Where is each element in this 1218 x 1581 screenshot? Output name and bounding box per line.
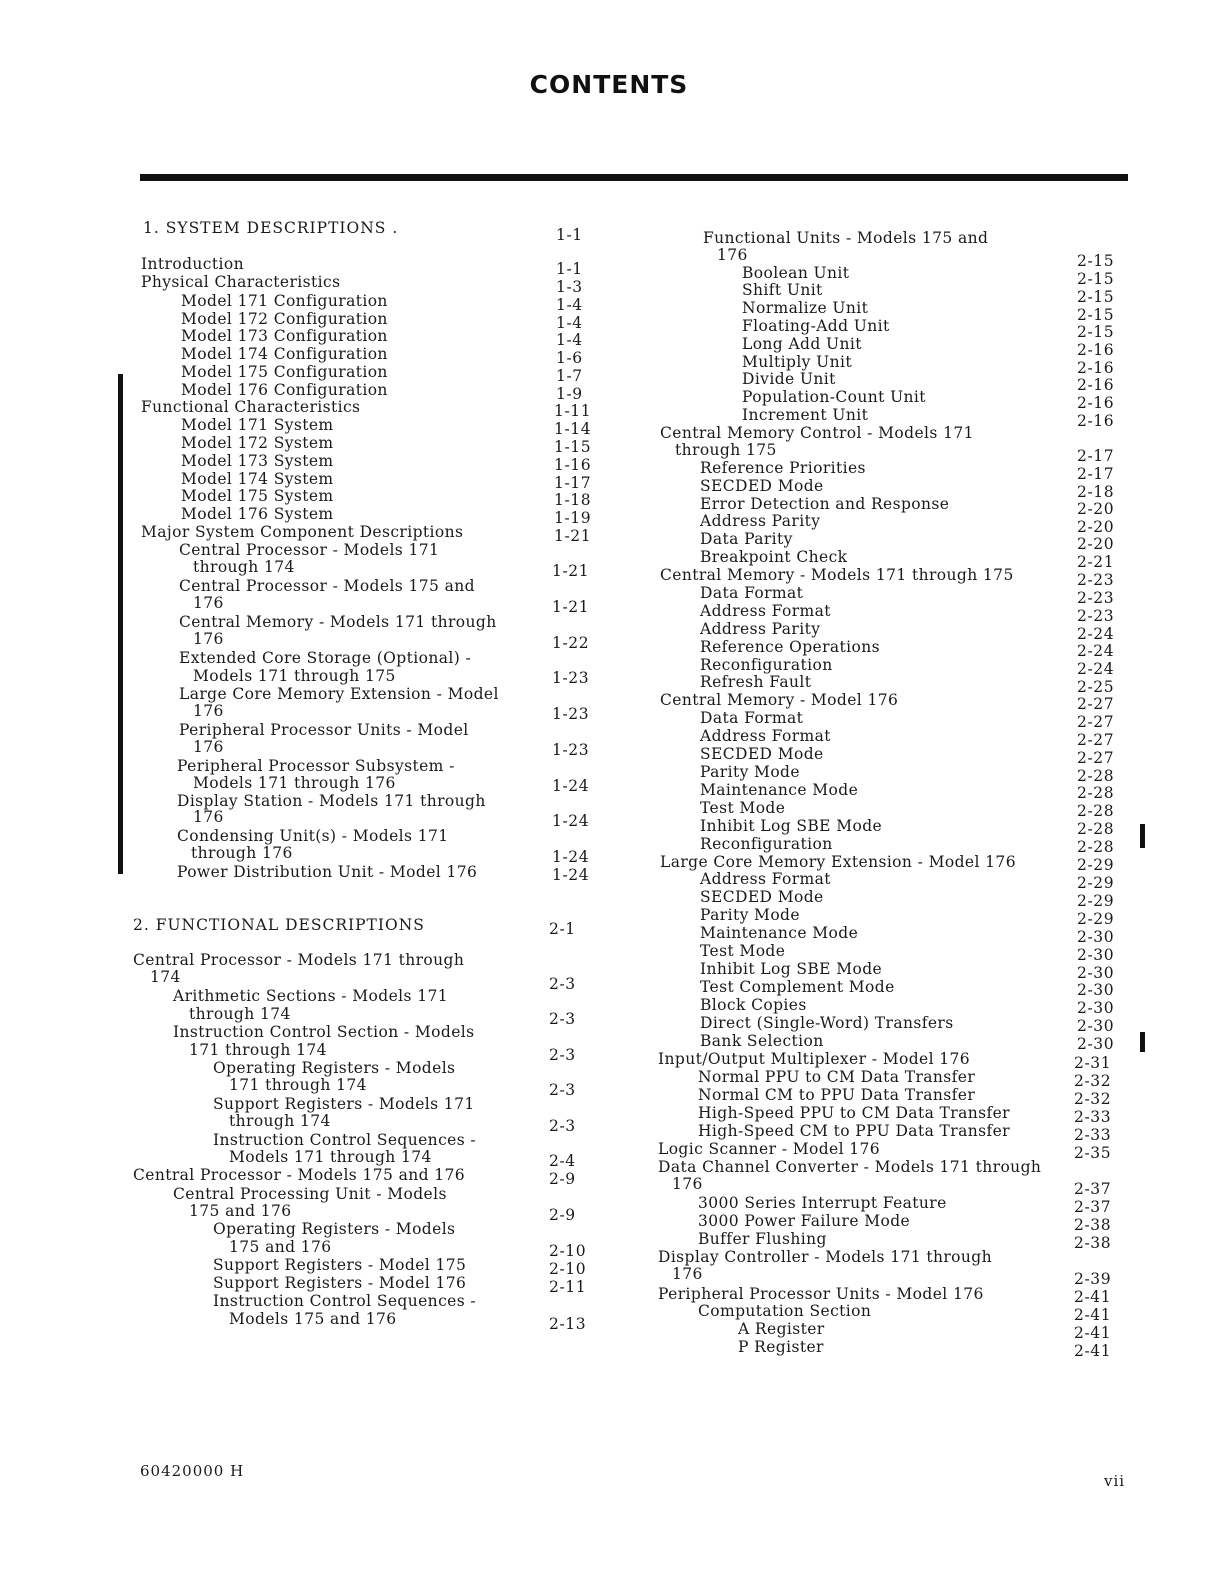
toc-page-number: 2-11 (549, 1278, 587, 1296)
change-bar-left (118, 374, 123, 874)
toc-entry-title: Test Complement Mode (700, 978, 895, 996)
toc-page-number: 2-23 (1077, 607, 1115, 625)
toc-page-number: 1-21 (554, 527, 592, 545)
toc-page-number: 2-29 (1077, 874, 1115, 892)
toc-entry-title: Extended Core Storage (Optional) - (179, 649, 472, 667)
toc-page-number: 2-15 (1077, 306, 1115, 324)
toc-entry-title-continuation: 176 (193, 738, 224, 756)
toc-entry-title: Operating Registers - Models (213, 1220, 456, 1238)
toc-entry-title: Support Registers - Model 175 (213, 1256, 467, 1274)
toc-entry-title: Reconfiguration (700, 835, 833, 853)
toc-entry-title-continuation: 176 (672, 1175, 703, 1193)
toc-entry-title: Parity Mode (700, 906, 800, 924)
toc-entry-title: Major System Component Descriptions (141, 523, 464, 541)
toc-entry-title: Introduction (141, 255, 244, 273)
toc-page-number: 1-4 (556, 314, 583, 332)
toc-entry-title: Model 174 Configuration (181, 345, 388, 363)
toc-entry-title-continuation: 176 (193, 702, 224, 720)
toc-page-number: 2-3 (549, 1010, 576, 1028)
toc-entry-title: Operating Registers - Models (213, 1059, 456, 1077)
toc-entry-title: 3000 Power Failure Mode (698, 1212, 911, 1230)
toc-page-number: 2-27 (1077, 695, 1115, 713)
toc-entry-title: Maintenance Mode (700, 781, 859, 799)
toc-entry-title-continuation: Models 171 through 175 (193, 667, 396, 685)
toc-entry-title: Input/Output Multiplexer - Model 176 (658, 1050, 971, 1068)
toc-entry-title: Central Memory Control - Models 171 (660, 424, 974, 442)
toc-entry-title: 2. FUNCTIONAL DESCRIPTIONS (133, 916, 425, 934)
toc-page-number: 2-24 (1077, 660, 1115, 678)
toc-entry-title-continuation: Models 171 through 174 (229, 1148, 432, 1166)
page-title: CONTENTS (529, 70, 689, 99)
toc-entry-title: Central Memory - Model 176 (660, 691, 899, 709)
toc-entry-title: High-Speed CM to PPU Data Transfer (698, 1122, 1010, 1140)
toc-page-number: 1-9 (556, 385, 583, 403)
toc-page-number: 2-20 (1077, 535, 1115, 553)
toc-page-number: 2-24 (1077, 625, 1115, 643)
toc-page-number: 1-16 (554, 456, 592, 474)
toc-entry-title: Model 176 Configuration (181, 381, 388, 399)
toc-page-number: 2-23 (1077, 571, 1115, 589)
toc-page-number: 2-17 (1077, 447, 1115, 465)
toc-entry-title: Test Mode (700, 799, 786, 817)
toc-entry-title: Address Format (700, 870, 831, 888)
toc-page-number: 2-15 (1077, 270, 1115, 288)
toc-page-number: 2-16 (1077, 341, 1115, 359)
toc-page-number: 2-30 (1077, 928, 1115, 946)
toc-page-number: 2-30 (1077, 1017, 1115, 1035)
toc-page-number: 1-23 (552, 669, 590, 687)
toc-entry-title: Condensing Unit(s) - Models 171 (177, 827, 449, 845)
toc-entry-title: Reference Operations (700, 638, 881, 656)
toc-page-number: 2-30 (1077, 1035, 1115, 1053)
toc-page-number: 1-24 (552, 777, 590, 795)
toc-page-number: 1-7 (556, 367, 583, 385)
toc-page-number: 1-3 (556, 278, 583, 296)
toc-entry-title: Central Processor - Models 175 and (179, 577, 475, 595)
toc-page-number: 2-3 (549, 1081, 576, 1099)
toc-page-number: 2-23 (1077, 589, 1115, 607)
toc-page-number: 2-16 (1077, 412, 1115, 430)
toc-entry-title-continuation: 175 and 176 (229, 1238, 332, 1256)
toc-page-number: 2-35 (1074, 1144, 1112, 1162)
toc-page-number: 2-30 (1077, 981, 1115, 999)
toc-entry-title: Normal PPU to CM Data Transfer (698, 1068, 976, 1086)
toc-entry-title: SECDED Mode (700, 477, 824, 495)
toc-entry-title: Breakpoint Check (700, 548, 848, 566)
toc-entry-title: Physical Characteristics (141, 273, 341, 291)
toc-page-number: 1-19 (554, 509, 592, 527)
toc-entry-title: Model 172 Configuration (181, 310, 388, 328)
toc-entry-title: Inhibit Log SBE Mode (700, 817, 883, 835)
toc-entry-title-continuation: 176 (672, 1265, 703, 1283)
toc-page-number: 2-37 (1074, 1198, 1112, 1216)
toc-page-number: 2-13 (549, 1315, 587, 1333)
toc-entry-title: Model 175 System (181, 487, 334, 505)
toc-entry-title: Multiply Unit (742, 353, 852, 371)
toc-entry-title: Central Memory - Models 171 through (179, 613, 497, 631)
toc-entry-title: Model 176 System (181, 505, 334, 523)
toc-entry-title: Computation Section (698, 1302, 872, 1320)
toc-entry-title: Support Registers - Model 176 (213, 1274, 467, 1292)
toc-entry-title: Functional Characteristics (141, 398, 361, 416)
toc-page-number: 2-41 (1074, 1342, 1112, 1360)
toc-entry-title: 1. SYSTEM DESCRIPTIONS . (143, 219, 399, 237)
toc-page-number: 2-41 (1074, 1324, 1112, 1342)
toc-page-number: 1-23 (552, 705, 590, 723)
toc-entry-title-continuation: 174 (150, 968, 181, 986)
toc-entry-title: Long Add Unit (742, 335, 862, 353)
toc-page-number: 2-39 (1074, 1270, 1112, 1288)
toc-entry-title: Normal CM to PPU Data Transfer (698, 1086, 976, 1104)
toc-page-number: 1-15 (554, 438, 592, 456)
change-bar-right-2 (1140, 1032, 1145, 1052)
toc-page-number: 1-6 (556, 349, 583, 367)
toc-page-number: 2-29 (1077, 856, 1115, 874)
toc-entry-title: Instruction Control Sequences - (213, 1131, 477, 1149)
toc-page-number: 1-24 (552, 812, 590, 830)
toc-entry-title-continuation: 171 through 174 (189, 1041, 327, 1059)
toc-page-number: 2-30 (1077, 946, 1115, 964)
toc-entry-title: High-Speed PPU to CM Data Transfer (698, 1104, 1010, 1122)
toc-page-number: 2-21 (1077, 553, 1115, 571)
toc-entry-title: Reference Priorities (700, 459, 866, 477)
toc-entry-title: Model 171 Configuration (181, 292, 388, 310)
toc-page-number: 2-15 (1077, 323, 1115, 341)
header-rule (140, 174, 1128, 181)
toc-page-number: 1-1 (556, 226, 583, 244)
toc-page-number: 1-21 (552, 562, 590, 580)
page-number: vii (1104, 1472, 1126, 1490)
toc-entry-title: Address Parity (700, 512, 821, 530)
toc-entry-title: Central Memory - Models 171 through 175 (660, 566, 1014, 584)
toc-entry-title: 3000 Series Interrupt Feature (698, 1194, 947, 1212)
toc-page-number: 1-24 (552, 866, 590, 884)
toc-page-number: 1-17 (554, 474, 592, 492)
toc-page-number: 2-9 (549, 1170, 576, 1188)
toc-page-number: 2-28 (1077, 767, 1115, 785)
toc-page-number: 2-27 (1077, 713, 1115, 731)
toc-page-number: 2-16 (1077, 376, 1115, 394)
toc-page-number: 1-22 (552, 634, 590, 652)
toc-entry-title: Arithmetic Sections - Models 171 (173, 987, 448, 1005)
document-number: 60420000 H (140, 1462, 245, 1480)
toc-entry-title: Logic Scanner - Model 176 (658, 1140, 881, 1158)
toc-entry-title: SECDED Mode (700, 888, 824, 906)
toc-page-number: 1-1 (556, 260, 583, 278)
toc-entry-title: Large Core Memory Extension - Model 176 (660, 853, 1016, 871)
toc-entry-title: SECDED Mode (700, 745, 824, 763)
toc-page-number: 2-9 (549, 1206, 576, 1224)
toc-page-number: 1-23 (552, 741, 590, 759)
toc-entry-title-continuation: 176 (193, 808, 224, 826)
toc-page-number: 2-3 (549, 1046, 576, 1064)
toc-entry-title: P Register (738, 1338, 824, 1356)
toc-page-number: 1-11 (554, 402, 592, 420)
toc-entry-title: Central Processor - Models 171 (179, 541, 440, 559)
toc-page-number: 2-28 (1077, 802, 1115, 820)
toc-entry-title-continuation: 176 (193, 630, 224, 648)
toc-page-number: 2-27 (1077, 749, 1115, 767)
toc-entry-title: Data Channel Converter - Models 171 through (658, 1158, 1042, 1176)
toc-page-number: 2-29 (1077, 892, 1115, 910)
toc-page-number: 2-10 (549, 1260, 587, 1278)
toc-page-number: 2-30 (1077, 999, 1115, 1017)
toc-page-number: 2-10 (549, 1242, 587, 1260)
toc-page-number: 2-4 (549, 1152, 576, 1170)
toc-entry-title-continuation: through 174 (189, 1005, 291, 1023)
toc-entry-title-continuation: 171 through 174 (229, 1076, 367, 1094)
toc-page-number: 2-33 (1074, 1108, 1112, 1126)
toc-entry-title: Maintenance Mode (700, 924, 859, 942)
toc-entry-title: Data Parity (700, 530, 793, 548)
toc-entry-title: Test Mode (700, 942, 786, 960)
toc-entry-title: Block Copies (700, 996, 807, 1014)
toc-entry-title-continuation: 176 (193, 594, 224, 612)
toc-page-number: 2-38 (1074, 1234, 1112, 1252)
toc-page-number: 2-41 (1074, 1306, 1112, 1324)
toc-page-number: 2-33 (1074, 1126, 1112, 1144)
toc-entry-title: Instruction Control Section - Models (173, 1023, 475, 1041)
toc-page-number: 2-20 (1077, 500, 1115, 518)
toc-page-number: 2-20 (1077, 518, 1115, 536)
toc-entry-title-continuation: 176 (717, 246, 748, 264)
toc-entry-title: Inhibit Log SBE Mode (700, 960, 883, 978)
toc-page-number: 2-28 (1077, 838, 1115, 856)
toc-entry-title: Error Detection and Response (700, 495, 950, 513)
toc-entry-title: Peripheral Processor Units - Model (179, 721, 469, 739)
toc-page-number: 1-4 (556, 296, 583, 314)
toc-entry-title-continuation: Models 171 through 176 (193, 774, 396, 792)
toc-entry-title: Peripheral Processor Subsystem - (177, 757, 455, 775)
toc-entry-title: Functional Units - Models 175 and (703, 229, 989, 247)
toc-page-number: 2-24 (1077, 642, 1115, 660)
toc-page-number: 2-3 (549, 1117, 576, 1135)
toc-entry-title-continuation: through 175 (675, 441, 777, 459)
toc-entry-title: Central Processor - Models 175 and 176 (133, 1166, 466, 1184)
toc-entry-title: Support Registers - Models 171 (213, 1095, 475, 1113)
toc-entry-title: Floating-Add Unit (742, 317, 890, 335)
toc-page-number: 2-32 (1074, 1072, 1112, 1090)
toc-entry-title: Model 173 System (181, 452, 334, 470)
toc-entry-title: Increment Unit (742, 406, 869, 424)
toc-entry-title: Boolean Unit (742, 264, 850, 282)
toc-entry-title: Refresh Fault (700, 673, 812, 691)
toc-entry-title-continuation: through 174 (229, 1112, 331, 1130)
toc-entry-title: Peripheral Processor Units - Model 176 (658, 1285, 984, 1303)
toc-page-number: 2-27 (1077, 731, 1115, 749)
toc-entry-title: Model 172 System (181, 434, 334, 452)
toc-entry-title: Large Core Memory Extension - Model (179, 685, 499, 703)
toc-entry-title: Address Format (700, 602, 831, 620)
toc-page-number: 2-28 (1077, 784, 1115, 802)
toc-entry-title: Normalize Unit (742, 299, 869, 317)
change-bar-right-1 (1140, 824, 1145, 848)
toc-entry-title: Divide Unit (742, 370, 836, 388)
toc-page-number: 1-21 (552, 598, 590, 616)
toc-entry-title: Direct (Single-Word) Transfers (700, 1014, 954, 1032)
toc-page-number: 2-31 (1074, 1054, 1112, 1072)
toc-entry-title: Display Station - Models 171 through (177, 792, 486, 810)
toc-entry-title: Display Controller - Models 171 through (658, 1248, 992, 1266)
toc-entry-title: Shift Unit (742, 281, 823, 299)
toc-page-number: 1-14 (554, 420, 592, 438)
toc-page-number: 1-18 (554, 491, 592, 509)
toc-entry-title-continuation: through 174 (193, 558, 295, 576)
toc-entry-title: Instruction Control Sequences - (213, 1292, 477, 1310)
toc-entry-title: Data Format (700, 584, 804, 602)
toc-page-number: 2-37 (1074, 1180, 1112, 1198)
toc-page-number: 2-38 (1074, 1216, 1112, 1234)
toc-entry-title: Address Format (700, 727, 831, 745)
toc-entry-title: Data Format (700, 709, 804, 727)
toc-entry-title: A Register (738, 1320, 825, 1338)
toc-entry-title: Buffer Flushing (698, 1230, 827, 1248)
toc-page-number: 2-18 (1077, 483, 1115, 501)
toc-page-number: 2-15 (1077, 288, 1115, 306)
toc-entry-title-continuation: Models 175 and 176 (229, 1310, 397, 1328)
toc-entry-title: Population-Count Unit (742, 388, 926, 406)
toc-page-number: 2-17 (1077, 465, 1115, 483)
toc-entry-title: Reconfiguration (700, 656, 833, 674)
toc-page-number: 2-1 (549, 920, 576, 938)
toc-entry-title: Bank Selection (700, 1032, 824, 1050)
toc-page-number: 2-41 (1074, 1288, 1112, 1306)
toc-entry-title-continuation: through 176 (191, 844, 293, 862)
toc-page-number: 2-28 (1077, 820, 1115, 838)
toc-entry-title-continuation: 175 and 176 (189, 1202, 292, 1220)
toc-entry-title: Central Processor - Models 171 through (133, 951, 465, 969)
toc-entry-title: Address Parity (700, 620, 821, 638)
toc-entry-title: Model 173 Configuration (181, 327, 388, 345)
toc-entry-title: Model 171 System (181, 416, 334, 434)
toc-page-number: 2-16 (1077, 394, 1115, 412)
toc-page-number: 2-15 (1077, 252, 1115, 270)
toc-entry-title: Model 175 Configuration (181, 363, 388, 381)
toc-page-number: 2-3 (549, 975, 576, 993)
toc-page-number: 1-24 (552, 848, 590, 866)
toc-page-number: 2-30 (1077, 964, 1115, 982)
toc-page-number: 2-32 (1074, 1090, 1112, 1108)
toc-entry-title: Parity Mode (700, 763, 800, 781)
toc-page-number: 1-4 (556, 331, 583, 349)
toc-page-number: 2-16 (1077, 359, 1115, 377)
toc-page-number: 2-25 (1077, 678, 1115, 696)
toc-entry-title: Model 174 System (181, 470, 334, 488)
toc-page-number: 2-29 (1077, 910, 1115, 928)
toc-entry-title: Central Processing Unit - Models (173, 1185, 447, 1203)
toc-entry-title: Power Distribution Unit - Model 176 (177, 863, 478, 881)
